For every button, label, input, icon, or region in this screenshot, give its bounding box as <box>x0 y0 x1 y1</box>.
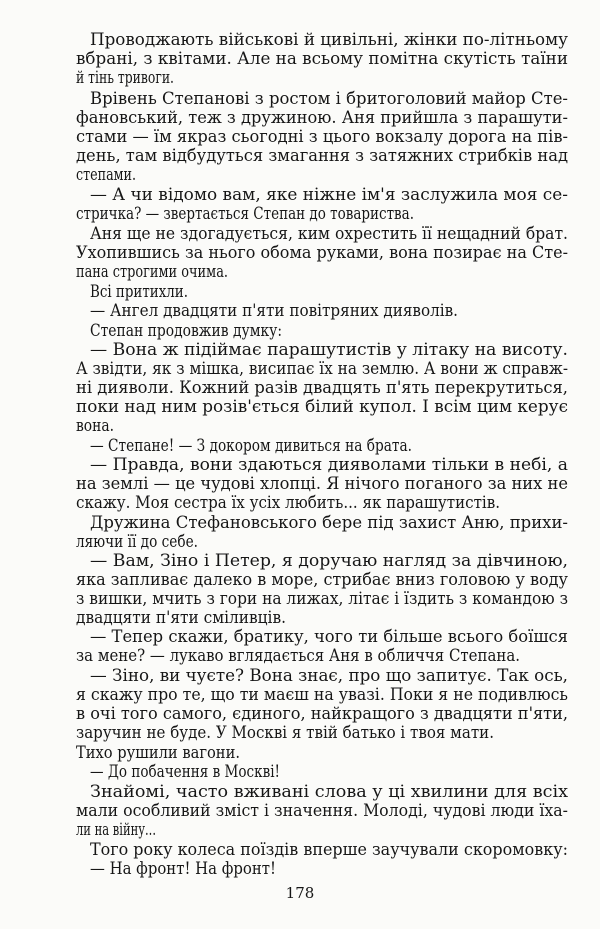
text-line: фановський, теж з дружиною. Аня прийшла з парашути- <box>76 108 568 127</box>
text-line: Врівень Степанові з ростом і бритоголовий майор Сте- <box>90 89 568 108</box>
text-line: Всі притихли. <box>90 282 188 301</box>
text-line: заручин не буде. У Москві я твій батько і твоя мати. <box>76 723 494 742</box>
text-line: — Ангел двадцяти п'яти повітряних дияволів. <box>90 301 458 320</box>
text-line: — Правда, вони здаються дияволами тільки в небі, а <box>90 455 568 474</box>
text-line: Дружина Стефановського бере під захист Аню, прихи- <box>90 513 568 532</box>
text-line: поки над ним розів'ється білий купол. І всім цим керує <box>76 397 568 416</box>
text-line: з вишки, мчить з гори на лижах, літає і їздить з командою з <box>76 589 568 608</box>
text-line: й тінь тривоги. <box>76 68 174 87</box>
text-line: в очі того самого, єдиного, найкращого з двадцяти п'яти, <box>76 704 568 723</box>
text-line: Ухопившись за нього обома руками, вона позирає на Сте- <box>76 243 568 262</box>
text-line: — А чи відомо вам, яке ніжне ім'я заслужила моя се- <box>90 185 568 204</box>
text-line: я скажу про те, що ти маєш на увазі. Поки я не подивлюсь <box>76 685 568 704</box>
text-line: — Вам, Зіно і Петер, я доручаю нагляд за дівчиною, <box>90 551 568 570</box>
text-line: стами — їм якраз сьогодні з цього вокзалу дорога на пів- <box>76 127 568 146</box>
text-line: вона. <box>76 416 114 435</box>
text-line: — Степане! — З докором дивиться на брата. <box>90 436 412 455</box>
page-number: 178 <box>285 884 315 902</box>
text-line: пана строгими очима. <box>76 262 228 281</box>
text-line: Тихо рушили вагони. <box>76 743 240 762</box>
text-line: вбрані, з квітами. Але на всьому помітна скутість таїни <box>76 49 568 68</box>
text-line: ли на війну... <box>76 820 156 839</box>
text-line: Степан продовжив думку: <box>90 321 282 340</box>
text-line: стричка? — звертається Степан до товариства. <box>76 204 414 223</box>
text-line: Знайомі, часто вживані слова у ці хвилини для всіх <box>90 782 568 801</box>
text-line: А звідти, як з мішка, висипає їх на землю. А вони ж справж- <box>76 359 568 378</box>
text-line: ляючи її до себе. <box>76 532 198 551</box>
text-line: — До побачення в Москві! <box>90 762 280 781</box>
text-line: степами. <box>76 165 136 184</box>
text-line: скажу. Моя сестра їх усіх любить... як парашутистів. <box>76 493 500 512</box>
text-line: мали особливий зміст і значення. Молоді, чудові люди їха- <box>76 801 568 820</box>
text-line: — Вона ж підіймає парашутистів у літаку на висоту. <box>90 340 568 359</box>
text-line: за мене? — лукаво вглядається Аня в обличчя Степана. <box>76 646 520 665</box>
text-line: Проводжають військові й цивільні, жінки по-літньому <box>90 30 568 49</box>
text-line: Того року колеса поїздів вперше заучували скоромовку: <box>90 840 568 859</box>
text-line: — Тепер скажи, братику, чого ти більше всього боїшся <box>90 627 568 646</box>
text-line: день, там відбудуться змагання з затяжних стрибків над <box>76 146 568 165</box>
text-line: на землі — це чудові хлопці. Я нічого поганого за них не <box>76 474 568 493</box>
text-line: яка запливає далеко в море, стрибає вниз головою у воду <box>76 570 568 589</box>
text-line: ні дияволи. Кожний разів двадцять п'ять перекрутиться, <box>76 378 568 397</box>
text-line: Аня ще не здогадується, ким охрестить її нещадний брат. <box>90 224 568 243</box>
text-line: двадцяти п'яти сміливців. <box>76 608 286 627</box>
text-line: — На фронт! На фронт! <box>90 859 276 878</box>
text-line: — Зіно, ви чуєте? Вона знає, про що запитує. Так ось, <box>90 666 568 685</box>
